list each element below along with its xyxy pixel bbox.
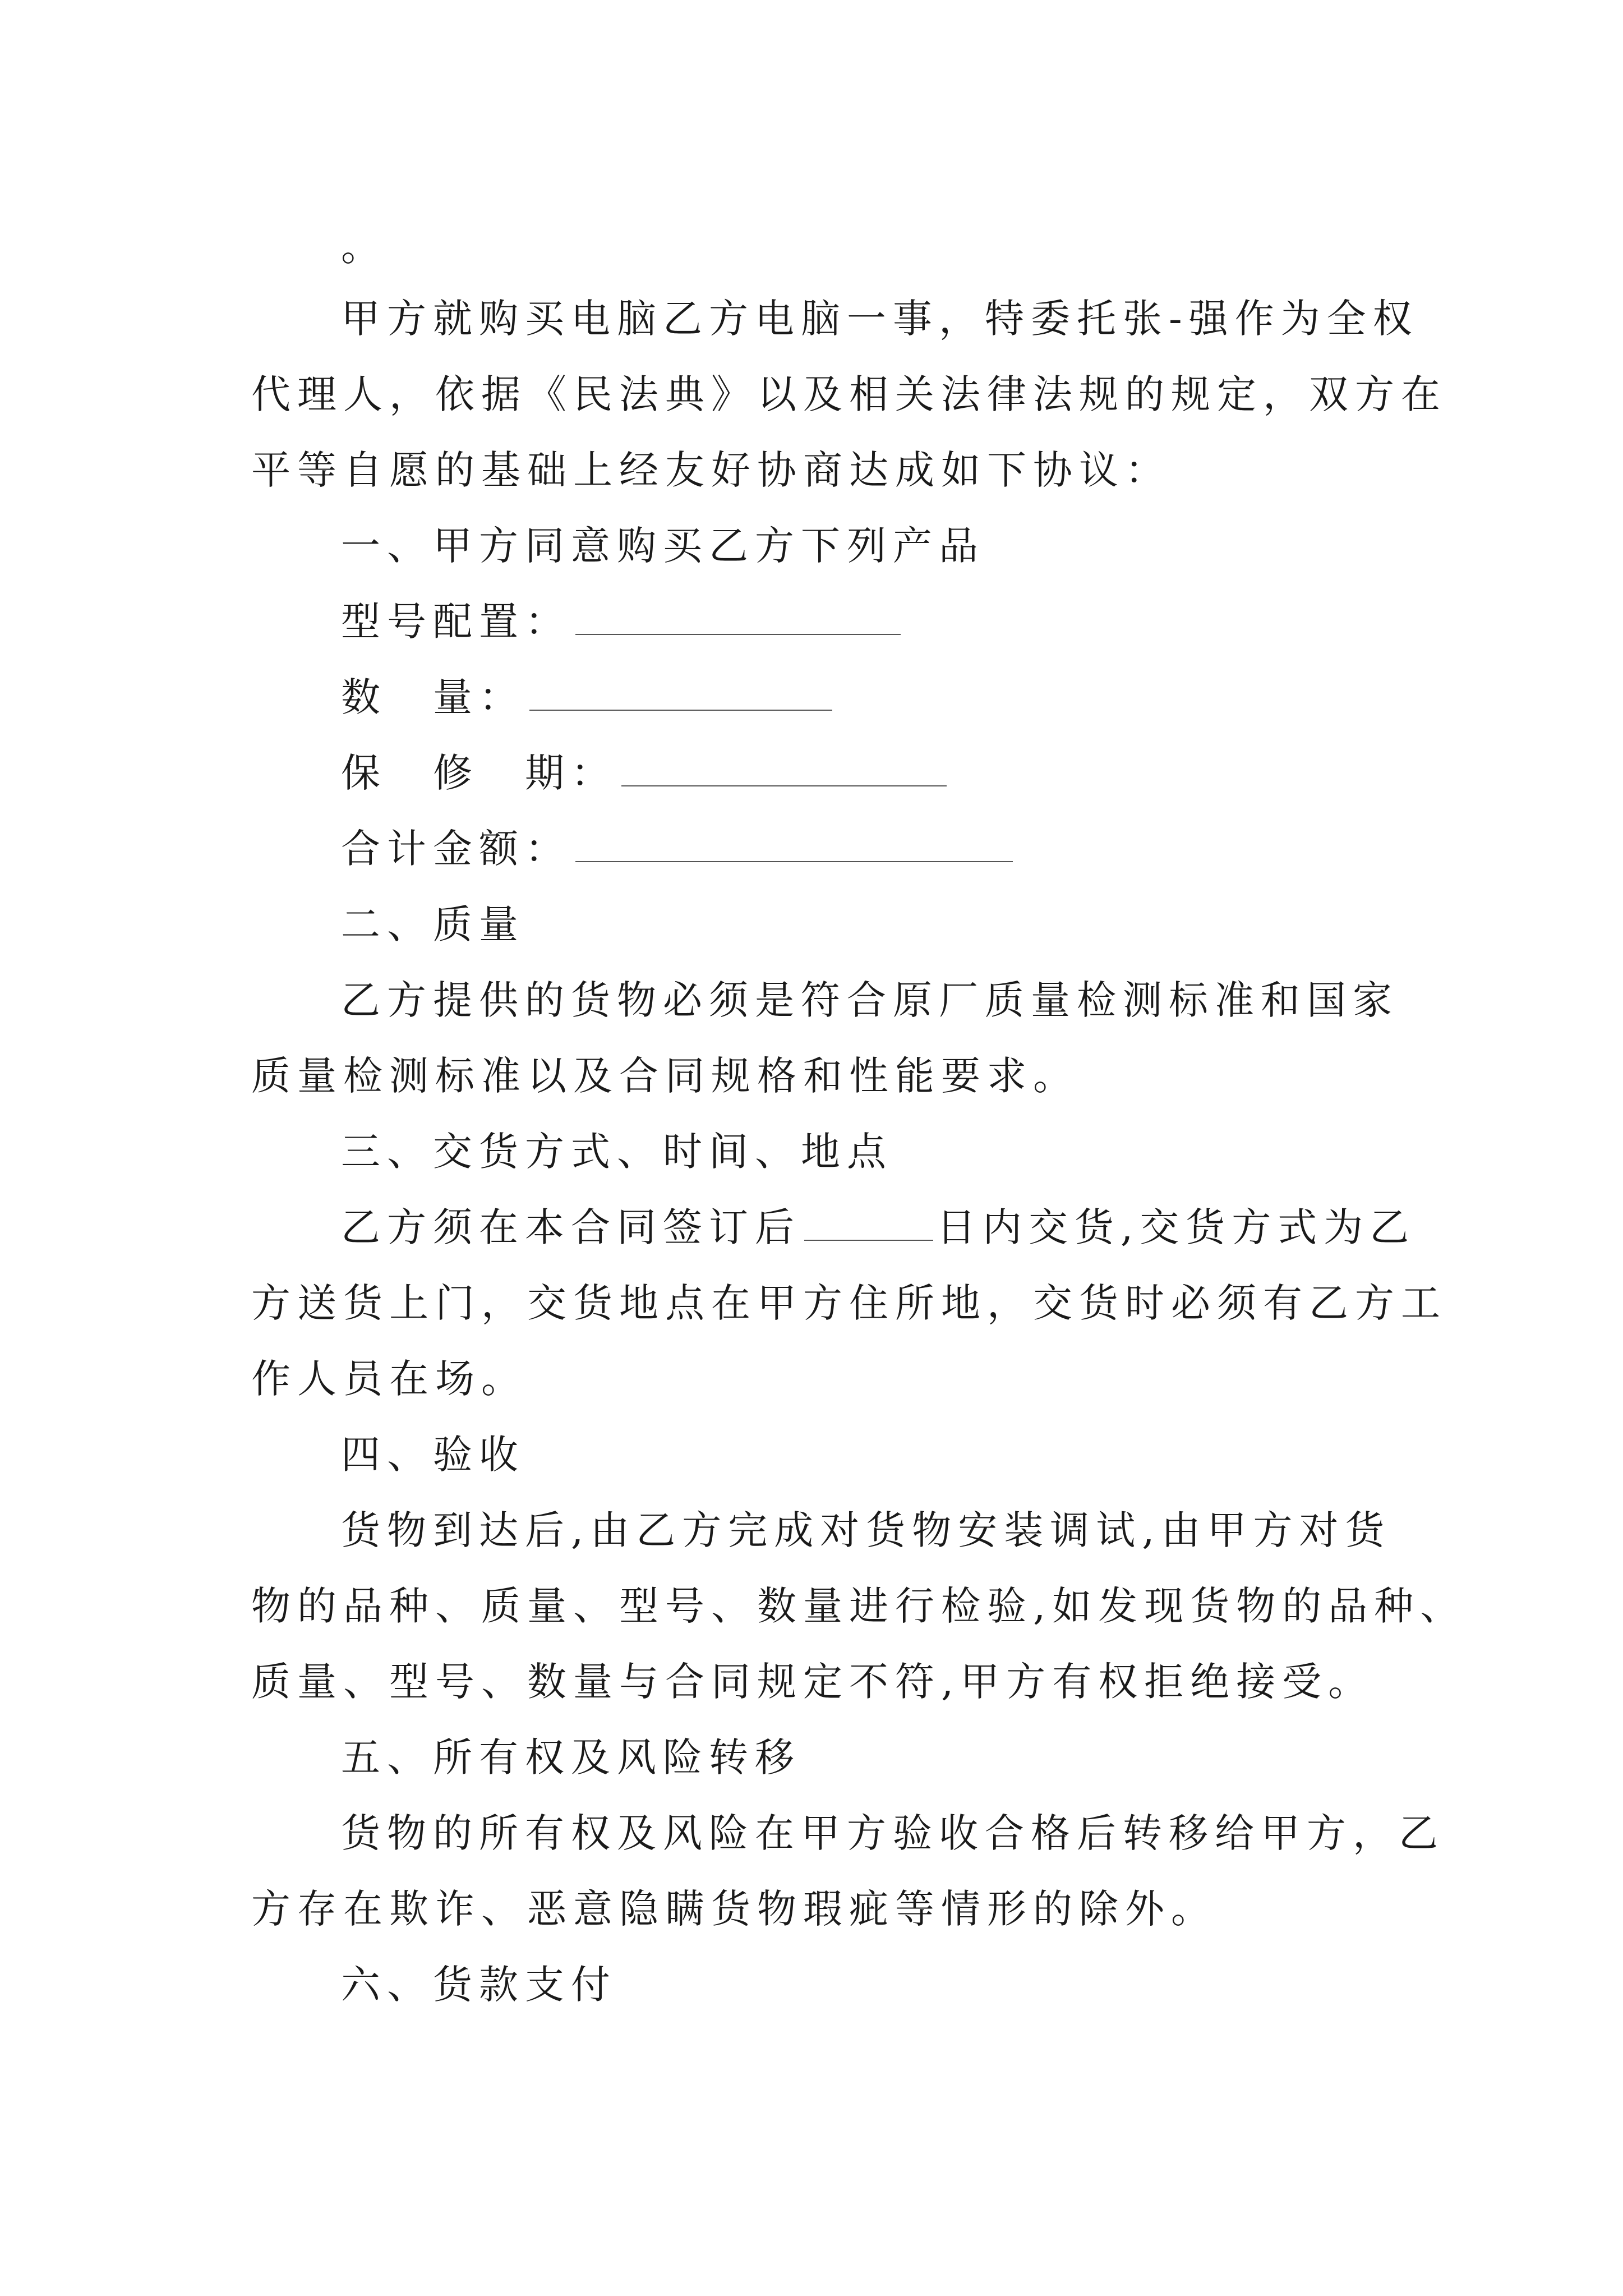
paragraph-line: 质量、型号、数量与合同规定不符,甲方有权拒绝接受。 <box>251 1659 1375 1705</box>
paragraph-line: 质量检测标准以及合同规格和性能要求。 <box>251 1053 1079 1099</box>
paragraph-line <box>341 1202 1415 1253</box>
paragraph-line: 方存在欺诈、恶意隐瞒货物瑕疵等情形的除外。 <box>251 1886 1217 1932</box>
section-heading: 二、质量 <box>341 901 525 947</box>
paragraph-intro-line: 代理人，依据《民法典》以及相关法律法规的规定，双方在 <box>251 371 1447 417</box>
fill-blank-warranty <box>621 753 947 786</box>
form-field-label: 型号配置： <box>341 599 571 645</box>
paragraph-line: 货物的所有权及风险在甲方验收合格后转移给甲方，乙 <box>341 1810 1445 1856</box>
section-heading: 四、验收 <box>341 1432 525 1478</box>
fill-blank-model <box>575 601 901 635</box>
form-field-label: 保 修 期： <box>341 750 617 796</box>
form-field-total <box>341 823 1013 874</box>
form-field-label: 数 量： <box>341 674 525 720</box>
form-field-label: 合计金额： <box>341 826 571 872</box>
form-field-warranty <box>341 748 947 798</box>
form-field-quantity <box>341 672 832 723</box>
section-heading: 六、货款支付 <box>341 1962 617 2008</box>
form-field-model <box>341 596 901 647</box>
paragraph-line: 乙方提供的货物必须是符合原厂质量检测标准和国家 <box>341 977 1399 1023</box>
fill-blank-total <box>575 829 1013 862</box>
section-heading: 三、交货方式、时间、地点 <box>341 1129 893 1175</box>
paragraph-intro-line: 平等自愿的基础上经友好协商达成如下协议： <box>251 447 1171 493</box>
paragraph-text: 乙方须在本合同签订后 <box>341 1204 801 1250</box>
paragraph-intro-line: 甲方就购买电脑乙方电脑一事，特委托张-强作为全权 <box>341 296 1419 342</box>
fill-blank-days <box>804 1207 933 1241</box>
paragraph-text: 日内交货,交货方式为乙 <box>937 1204 1416 1250</box>
section-heading: 五、所有权及风险转移 <box>341 1734 801 1780</box>
text-line: 。 <box>341 224 387 270</box>
paragraph-line: 作人员在场。 <box>251 1356 527 1402</box>
section-heading: 一、甲方同意购买乙方下列产品 <box>341 523 985 569</box>
paragraph-line: 货物到达后,由乙方完成对货物安装调试,由甲方对货 <box>341 1507 1391 1553</box>
fill-blank-quantity <box>529 677 832 711</box>
paragraph-line: 物的品种、质量、型号、数量进行检验,如发现货物的品种、 <box>251 1583 1467 1629</box>
paragraph-line: 方送货上门，交货地点在甲方住所地，交货时必须有乙方工 <box>251 1280 1447 1326</box>
